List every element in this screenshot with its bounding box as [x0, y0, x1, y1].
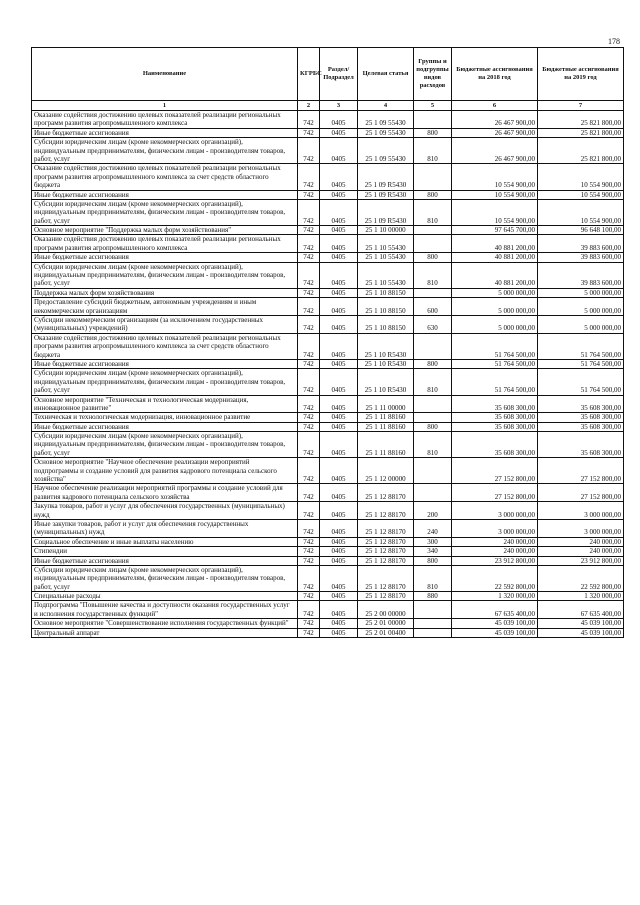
row-amount-2019: 45 039 100,00 — [538, 628, 624, 637]
row-kgrbs: 742 — [298, 298, 320, 316]
row-section: 0405 — [320, 628, 358, 637]
row-kgrbs: 742 — [298, 288, 320, 297]
row-target: 25 1 11 88160 — [358, 422, 414, 431]
row-name: Субсидии некоммерческим организациям (за исключением государственных (муниципальных) учреждений) — [32, 315, 298, 333]
row-target: 25 1 12 88170 — [358, 484, 414, 502]
table-row — [32, 190, 624, 199]
row-kgrbs: 742 — [298, 333, 320, 359]
row-group: 300 — [414, 537, 452, 546]
row-group: 240 — [414, 519, 452, 537]
row-amount-2018: 240 000,00 — [452, 537, 538, 546]
header-section: Раздел/ Подраздел — [320, 48, 358, 101]
row-kgrbs: 742 — [298, 502, 320, 520]
row-group: 340 — [414, 547, 452, 556]
row-amount-2019: 35 608 300,00 — [538, 432, 624, 458]
column-number: 1 — [32, 101, 298, 111]
row-target: 25 1 09 55430 — [358, 128, 414, 137]
table-row — [32, 128, 624, 137]
row-kgrbs: 742 — [298, 484, 320, 502]
row-target: 25 1 10 88150 — [358, 315, 414, 333]
row-target: 25 1 09 55430 — [358, 138, 414, 164]
row-amount-2018: 5 000 000,00 — [452, 315, 538, 333]
row-target: 25 2 01 00400 — [358, 628, 414, 637]
row-amount-2018: 27 152 800,00 — [452, 458, 538, 484]
row-section: 0405 — [320, 592, 358, 601]
row-name: Оказание содействия достижению целевых показателей реализации региональных программ развития агропромышленного комплекса за счет средств областного бюджета — [32, 164, 298, 190]
row-section: 0405 — [320, 422, 358, 431]
table-row — [32, 537, 624, 546]
row-target: 25 1 12 88170 — [358, 502, 414, 520]
row-amount-2019: 3 000 000,00 — [538, 519, 624, 537]
row-name: Специальные расходы — [32, 592, 298, 601]
table-row — [32, 298, 624, 316]
table-row — [32, 199, 624, 225]
row-amount-2018: 5 000 000,00 — [452, 298, 538, 316]
row-group — [414, 164, 452, 190]
row-target: 25 1 09 R5430 — [358, 164, 414, 190]
row-name: Субсидии юридическим лицам (кроме некоммерческих организаций), индивидуальным предпринимателям, физическим лицам - производителям товаров, работ, услуг — [32, 262, 298, 288]
row-amount-2018: 3 000 000,00 — [452, 519, 538, 537]
row-amount-2019: 67 635 400,00 — [538, 601, 624, 619]
row-group — [414, 395, 452, 413]
row-section: 0405 — [320, 262, 358, 288]
table-row — [32, 359, 624, 368]
row-target: 25 1 12 88170 — [358, 565, 414, 591]
row-amount-2018: 40 881 200,00 — [452, 262, 538, 288]
row-kgrbs: 742 — [298, 537, 320, 546]
row-section: 0405 — [320, 235, 358, 253]
table-row — [32, 422, 624, 431]
row-name: Техническая и технологическая модернизация, инновационное развитие — [32, 413, 298, 422]
row-amount-2019: 35 608 300,00 — [538, 395, 624, 413]
row-amount-2018: 35 608 300,00 — [452, 413, 538, 422]
row-target: 25 1 10 R5430 — [358, 369, 414, 395]
row-section: 0405 — [320, 556, 358, 565]
row-kgrbs: 742 — [298, 556, 320, 565]
row-amount-2018: 240 000,00 — [452, 547, 538, 556]
row-group — [414, 288, 452, 297]
row-name: Субсидии юридическим лицам (кроме некоммерческих организаций), индивидуальным предпринимателям, физическим лицам - производителям товаров, работ, услуг — [32, 565, 298, 591]
row-target: 25 1 12 00000 — [358, 458, 414, 484]
table-row — [32, 111, 624, 129]
row-kgrbs: 742 — [298, 164, 320, 190]
row-target: 25 1 10 55430 — [358, 235, 414, 253]
row-kgrbs: 742 — [298, 111, 320, 129]
row-amount-2019: 39 883 600,00 — [538, 253, 624, 262]
row-name: Субсидии юридическим лицам (кроме некоммерческих организаций), индивидуальным предпринимателям, физическим лицам - производителям товаров, работ, услуг — [32, 432, 298, 458]
row-amount-2018: 35 608 300,00 — [452, 422, 538, 431]
row-amount-2019: 35 608 300,00 — [538, 422, 624, 431]
header-kgrbs: КГРБС — [298, 48, 320, 101]
row-amount-2019: 51 764 500,00 — [538, 333, 624, 359]
row-group: 810 — [414, 199, 452, 225]
row-kgrbs: 742 — [298, 235, 320, 253]
row-kgrbs: 742 — [298, 519, 320, 537]
row-amount-2018: 35 608 300,00 — [452, 432, 538, 458]
row-amount-2018: 51 764 500,00 — [452, 369, 538, 395]
row-target: 25 2 01 00000 — [358, 619, 414, 628]
row-amount-2018: 5 000 000,00 — [452, 288, 538, 297]
table-row — [32, 601, 624, 619]
row-amount-2018: 26 467 900,00 — [452, 111, 538, 129]
row-name: Субсидии юридическим лицам (кроме некоммерческих организаций), индивидуальным предпринимателям, физическим лицам - производителям товаров, работ, услуг — [32, 199, 298, 225]
row-section: 0405 — [320, 359, 358, 368]
row-amount-2018: 40 881 200,00 — [452, 235, 538, 253]
column-number: 4 — [358, 101, 414, 111]
row-target: 25 1 10 55430 — [358, 262, 414, 288]
row-amount-2019: 1 320 000,00 — [538, 592, 624, 601]
table-row — [32, 484, 624, 502]
row-group: 800 — [414, 422, 452, 431]
row-name: Закупка товаров, работ и услуг для обеспечения государственных (муниципальных) нужд — [32, 502, 298, 520]
row-kgrbs: 742 — [298, 601, 320, 619]
row-name: Иные бюджетные ассигнования — [32, 422, 298, 431]
row-amount-2019: 27 152 800,00 — [538, 458, 624, 484]
table-row — [32, 369, 624, 395]
row-group: 200 — [414, 502, 452, 520]
column-number-row — [32, 101, 624, 111]
row-target: 25 1 11 88160 — [358, 413, 414, 422]
row-section: 0405 — [320, 413, 358, 422]
row-amount-2018: 97 645 700,00 — [452, 226, 538, 235]
row-name: Оказание содействия достижению целевых показателей реализации региональных программ развития агропромышленного комплекса — [32, 111, 298, 129]
row-amount-2019: 51 764 500,00 — [538, 369, 624, 395]
row-target: 25 1 10 R5430 — [358, 359, 414, 368]
row-target: 25 1 12 88170 — [358, 592, 414, 601]
row-amount-2018: 10 554 900,00 — [452, 190, 538, 199]
header-target: Целевая статья — [358, 48, 414, 101]
row-group — [414, 601, 452, 619]
row-amount-2019: 5 000 000,00 — [538, 298, 624, 316]
row-amount-2019: 5 000 000,00 — [538, 315, 624, 333]
row-target: 25 1 12 88170 — [358, 547, 414, 556]
row-amount-2019: 240 000,00 — [538, 547, 624, 556]
row-section: 0405 — [320, 537, 358, 546]
row-name: Субсидии юридическим лицам (кроме некоммерческих организаций), индивидуальным предпринимателям, физическим лицам - производителям товаров, работ, услуг — [32, 369, 298, 395]
row-section: 0405 — [320, 619, 358, 628]
table-row — [32, 432, 624, 458]
row-group: 630 — [414, 315, 452, 333]
row-section: 0405 — [320, 395, 358, 413]
row-kgrbs: 742 — [298, 422, 320, 431]
row-kgrbs: 742 — [298, 226, 320, 235]
row-name: Иные бюджетные ассигнования — [32, 190, 298, 199]
row-amount-2018: 40 881 200,00 — [452, 253, 538, 262]
row-section: 0405 — [320, 111, 358, 129]
row-section: 0405 — [320, 253, 358, 262]
row-kgrbs: 742 — [298, 395, 320, 413]
table-row — [32, 288, 624, 297]
table-row — [32, 164, 624, 190]
row-kgrbs: 742 — [298, 565, 320, 591]
row-name: Иные закупки товаров, работ и услуг для обеспечения государственных (муниципальных) нужд — [32, 519, 298, 537]
table-row — [32, 138, 624, 164]
row-group: 810 — [414, 565, 452, 591]
row-section: 0405 — [320, 333, 358, 359]
row-section: 0405 — [320, 458, 358, 484]
row-amount-2019: 25 821 800,00 — [538, 111, 624, 129]
row-amount-2018: 10 554 900,00 — [452, 199, 538, 225]
table-row — [32, 519, 624, 537]
page-number: 178 — [608, 37, 620, 46]
row-amount-2018: 51 764 500,00 — [452, 359, 538, 368]
row-target: 25 1 10 00000 — [358, 226, 414, 235]
row-kgrbs: 742 — [298, 262, 320, 288]
row-kgrbs: 742 — [298, 432, 320, 458]
row-target: 25 1 11 00000 — [358, 395, 414, 413]
row-group: 810 — [414, 262, 452, 288]
row-name: Основное мероприятие "Совершенствование исполнения государственных функций" — [32, 619, 298, 628]
row-group — [414, 484, 452, 502]
header-2019: Бюджетные ассигнования на 2019 год — [538, 48, 624, 101]
table-row — [32, 628, 624, 637]
row-group: 810 — [414, 432, 452, 458]
row-section: 0405 — [320, 484, 358, 502]
header-row — [32, 48, 624, 101]
header-2018: Бюджетные ассигнования на 2018 год — [452, 48, 538, 101]
row-kgrbs: 742 — [298, 190, 320, 199]
row-target: 25 1 12 88170 — [358, 537, 414, 546]
column-number: 6 — [452, 101, 538, 111]
row-group: 810 — [414, 369, 452, 395]
row-section: 0405 — [320, 298, 358, 316]
row-amount-2018: 22 592 800,00 — [452, 565, 538, 591]
row-target: 25 1 10 88150 — [358, 288, 414, 297]
table-row — [32, 262, 624, 288]
column-number: 3 — [320, 101, 358, 111]
row-group: 800 — [414, 190, 452, 199]
row-target: 25 1 09 R5430 — [358, 199, 414, 225]
row-amount-2019: 39 883 600,00 — [538, 235, 624, 253]
row-name: Социальное обеспечение и иные выплаты населению — [32, 537, 298, 546]
row-amount-2019: 22 592 800,00 — [538, 565, 624, 591]
row-kgrbs: 742 — [298, 359, 320, 368]
row-section: 0405 — [320, 565, 358, 591]
column-number: 2 — [298, 101, 320, 111]
table-row — [32, 235, 624, 253]
row-group: 800 — [414, 128, 452, 137]
row-name: Научное обеспечение реализации мероприятий программы и создание условий для развития кадрового потенциала сельского хозяйства — [32, 484, 298, 502]
budget-table — [31, 47, 624, 638]
row-amount-2019: 51 764 500,00 — [538, 359, 624, 368]
row-amount-2018: 23 912 800,00 — [452, 556, 538, 565]
row-group — [414, 458, 452, 484]
row-group: 600 — [414, 298, 452, 316]
row-kgrbs: 742 — [298, 628, 320, 637]
row-name: Подпрограмма "Повышение качества и доступности оказания государственных услуг и исполнения государственных функций" — [32, 601, 298, 619]
row-amount-2019: 39 883 600,00 — [538, 262, 624, 288]
row-name: Оказание содействия достижению целевых показателей реализации региональных программ развития агропромышленного комплекса за счет средств областного бюджета — [32, 333, 298, 359]
row-section: 0405 — [320, 288, 358, 297]
row-amount-2019: 25 821 800,00 — [538, 128, 624, 137]
table-row — [32, 413, 624, 422]
row-name: Иные бюджетные ассигнования — [32, 359, 298, 368]
header-group: Группы и подгруппы видов расходов — [414, 48, 452, 101]
row-name: Субсидии юридическим лицам (кроме некоммерческих организаций), индивидуальным предпринимателям, физическим лицам - производителям товаров, работ, услуг — [32, 138, 298, 164]
row-kgrbs: 742 — [298, 547, 320, 556]
row-amount-2019: 45 039 100,00 — [538, 619, 624, 628]
table-row — [32, 395, 624, 413]
table-row — [32, 333, 624, 359]
table-row — [32, 619, 624, 628]
row-section: 0405 — [320, 601, 358, 619]
row-group — [414, 413, 452, 422]
row-target: 25 1 10 R5430 — [358, 333, 414, 359]
row-target: 25 1 09 R5430 — [358, 190, 414, 199]
table-row — [32, 547, 624, 556]
row-amount-2019: 96 648 100,00 — [538, 226, 624, 235]
row-amount-2018: 67 635 400,00 — [452, 601, 538, 619]
row-target: 25 1 12 88170 — [358, 519, 414, 537]
row-amount-2018: 35 608 300,00 — [452, 395, 538, 413]
row-amount-2018: 51 764 500,00 — [452, 333, 538, 359]
row-section: 0405 — [320, 128, 358, 137]
row-kgrbs: 742 — [298, 128, 320, 137]
row-group — [414, 226, 452, 235]
row-amount-2019: 3 000 000,00 — [538, 502, 624, 520]
table-row — [32, 226, 624, 235]
column-number: 7 — [538, 101, 624, 111]
row-group — [414, 628, 452, 637]
column-number: 5 — [414, 101, 452, 111]
row-kgrbs: 742 — [298, 138, 320, 164]
row-amount-2018: 45 039 100,00 — [452, 628, 538, 637]
row-name: Основное мероприятие "Техническая и технологическая модернизация, инновационное развитие" — [32, 395, 298, 413]
row-amount-2018: 26 467 900,00 — [452, 138, 538, 164]
row-target: 25 2 00 00000 — [358, 601, 414, 619]
row-target: 25 1 10 55430 — [358, 253, 414, 262]
row-name: Основное мероприятие "Поддержка малых форм хозяйствования" — [32, 226, 298, 235]
row-kgrbs: 742 — [298, 199, 320, 225]
row-kgrbs: 742 — [298, 413, 320, 422]
row-name: Оказание содействия достижению целевых показателей реализации региональных программ развития агропромышленного комплекса — [32, 235, 298, 253]
table-row — [32, 502, 624, 520]
table-row — [32, 458, 624, 484]
row-section: 0405 — [320, 315, 358, 333]
row-section: 0405 — [320, 164, 358, 190]
row-amount-2019: 23 912 800,00 — [538, 556, 624, 565]
row-kgrbs: 742 — [298, 253, 320, 262]
row-amount-2019: 35 608 300,00 — [538, 413, 624, 422]
row-group — [414, 235, 452, 253]
row-group: 810 — [414, 138, 452, 164]
row-section: 0405 — [320, 199, 358, 225]
row-kgrbs: 742 — [298, 369, 320, 395]
row-amount-2019: 10 554 900,00 — [538, 164, 624, 190]
row-amount-2019: 10 554 900,00 — [538, 199, 624, 225]
row-name: Основное мероприятие "Научное обеспечение реализации мероприятий подпрограммы и создание условий для развития кадрового потенциала сельского хозяйства" — [32, 458, 298, 484]
table-row — [32, 315, 624, 333]
row-target: 25 1 11 88160 — [358, 432, 414, 458]
table-row — [32, 556, 624, 565]
row-section: 0405 — [320, 226, 358, 235]
row-amount-2019: 27 152 800,00 — [538, 484, 624, 502]
row-group: 880 — [414, 592, 452, 601]
row-name: Иные бюджетные ассигнования — [32, 253, 298, 262]
row-section: 0405 — [320, 547, 358, 556]
row-section: 0405 — [320, 369, 358, 395]
row-amount-2018: 45 039 100,00 — [452, 619, 538, 628]
row-name: Иные бюджетные ассигнования — [32, 556, 298, 565]
row-name: Поддержка малых форм хозяйствования — [32, 288, 298, 297]
row-amount-2018: 3 000 000,00 — [452, 502, 538, 520]
row-section: 0405 — [320, 138, 358, 164]
table-body — [32, 111, 624, 638]
table-row — [32, 253, 624, 262]
row-name: Предоставление субсидий бюджетным, автономным учреждениям и иным некоммерческим организациям — [32, 298, 298, 316]
row-group — [414, 111, 452, 129]
row-name: Иные бюджетные ассигнования — [32, 128, 298, 137]
row-section: 0405 — [320, 432, 358, 458]
row-amount-2018: 26 467 900,00 — [452, 128, 538, 137]
row-amount-2018: 27 152 800,00 — [452, 484, 538, 502]
row-kgrbs: 742 — [298, 619, 320, 628]
row-target: 25 1 10 88150 — [358, 298, 414, 316]
row-name: Стипендии — [32, 547, 298, 556]
row-name: Центральный аппарат — [32, 628, 298, 637]
table-row — [32, 565, 624, 591]
row-amount-2018: 10 554 900,00 — [452, 164, 538, 190]
row-amount-2019: 240 000,00 — [538, 537, 624, 546]
table-row — [32, 592, 624, 601]
row-group: 800 — [414, 253, 452, 262]
row-amount-2019: 25 821 800,00 — [538, 138, 624, 164]
row-amount-2019: 5 000 000,00 — [538, 288, 624, 297]
row-group — [414, 333, 452, 359]
row-amount-2019: 10 554 900,00 — [538, 190, 624, 199]
row-group: 800 — [414, 359, 452, 368]
row-kgrbs: 742 — [298, 315, 320, 333]
row-amount-2018: 1 320 000,00 — [452, 592, 538, 601]
row-target: 25 1 12 88170 — [358, 556, 414, 565]
row-group — [414, 619, 452, 628]
row-group: 800 — [414, 556, 452, 565]
row-section: 0405 — [320, 190, 358, 199]
row-kgrbs: 742 — [298, 592, 320, 601]
header-name: Наименование — [32, 48, 298, 101]
row-section: 0405 — [320, 519, 358, 537]
row-section: 0405 — [320, 502, 358, 520]
row-kgrbs: 742 — [298, 458, 320, 484]
row-target: 25 1 09 55430 — [358, 111, 414, 129]
